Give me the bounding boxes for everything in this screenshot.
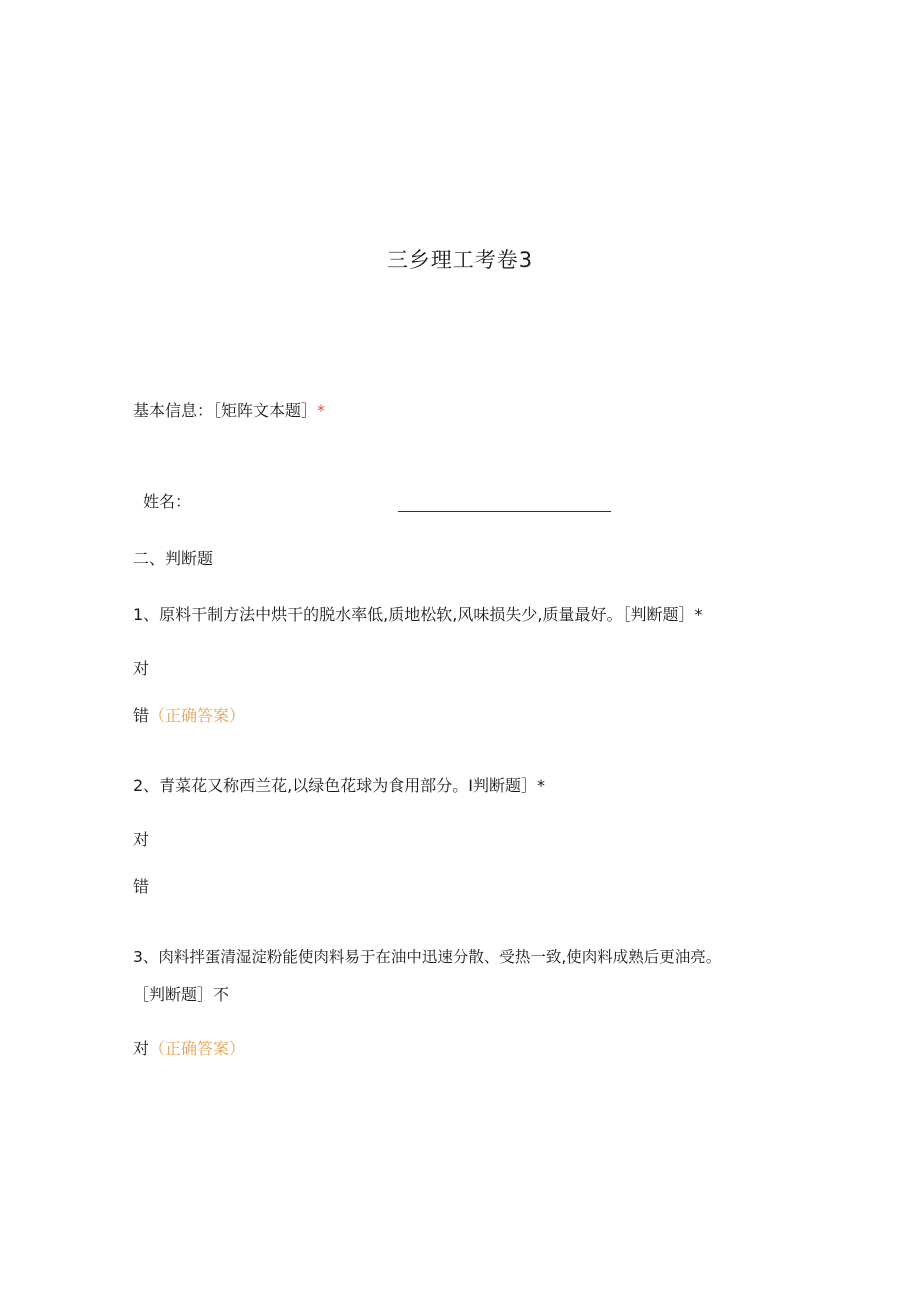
- question-1-option-true[interactable]: 对: [133, 659, 150, 678]
- basic-info-question: [133, 400, 325, 422]
- name-label: 姓名：: [143, 492, 192, 511]
- question-2: [133, 775, 545, 797]
- question-1-option-false[interactable]: [133, 705, 245, 727]
- question-2-text: 2、青菜花又称西兰花,以绿色花球为食用部分。I判断题］: [133, 776, 537, 795]
- question-2-option-true[interactable]: 对: [133, 830, 150, 849]
- question-1: [133, 604, 702, 626]
- option-label: 错: [133, 706, 150, 725]
- question-1-text: 1、原料干制方法中烘干的脱水率低,质地松软,风味损失少,质量最好。［判断题］: [133, 605, 695, 624]
- required-mark: *: [317, 401, 326, 420]
- correct-answer-note: （正确答案）: [149, 706, 246, 725]
- question-3-text-line-2: ［判断题］不: [133, 985, 230, 1004]
- option-label: 对: [133, 1039, 150, 1058]
- required-mark: *: [694, 605, 703, 624]
- name-input-line[interactable]: [398, 511, 611, 512]
- question-3-option-true[interactable]: [133, 1038, 245, 1060]
- question-2-option-false[interactable]: 错: [133, 877, 150, 896]
- section-heading: 二、判断题: [133, 549, 214, 568]
- page-title: 三乡理工考卷3: [386, 248, 534, 272]
- required-mark: *: [537, 776, 545, 795]
- question-3-text-line-1: 3、肉料拌蛋清湿淀粉能使肉料易于在油中迅速分散、受热一致,使肉料成熟后更油亮。: [133, 948, 722, 966]
- basic-info-label: 基本信息：［矩阵文本题］: [133, 401, 318, 420]
- correct-answer-note: （正确答案）: [149, 1039, 246, 1058]
